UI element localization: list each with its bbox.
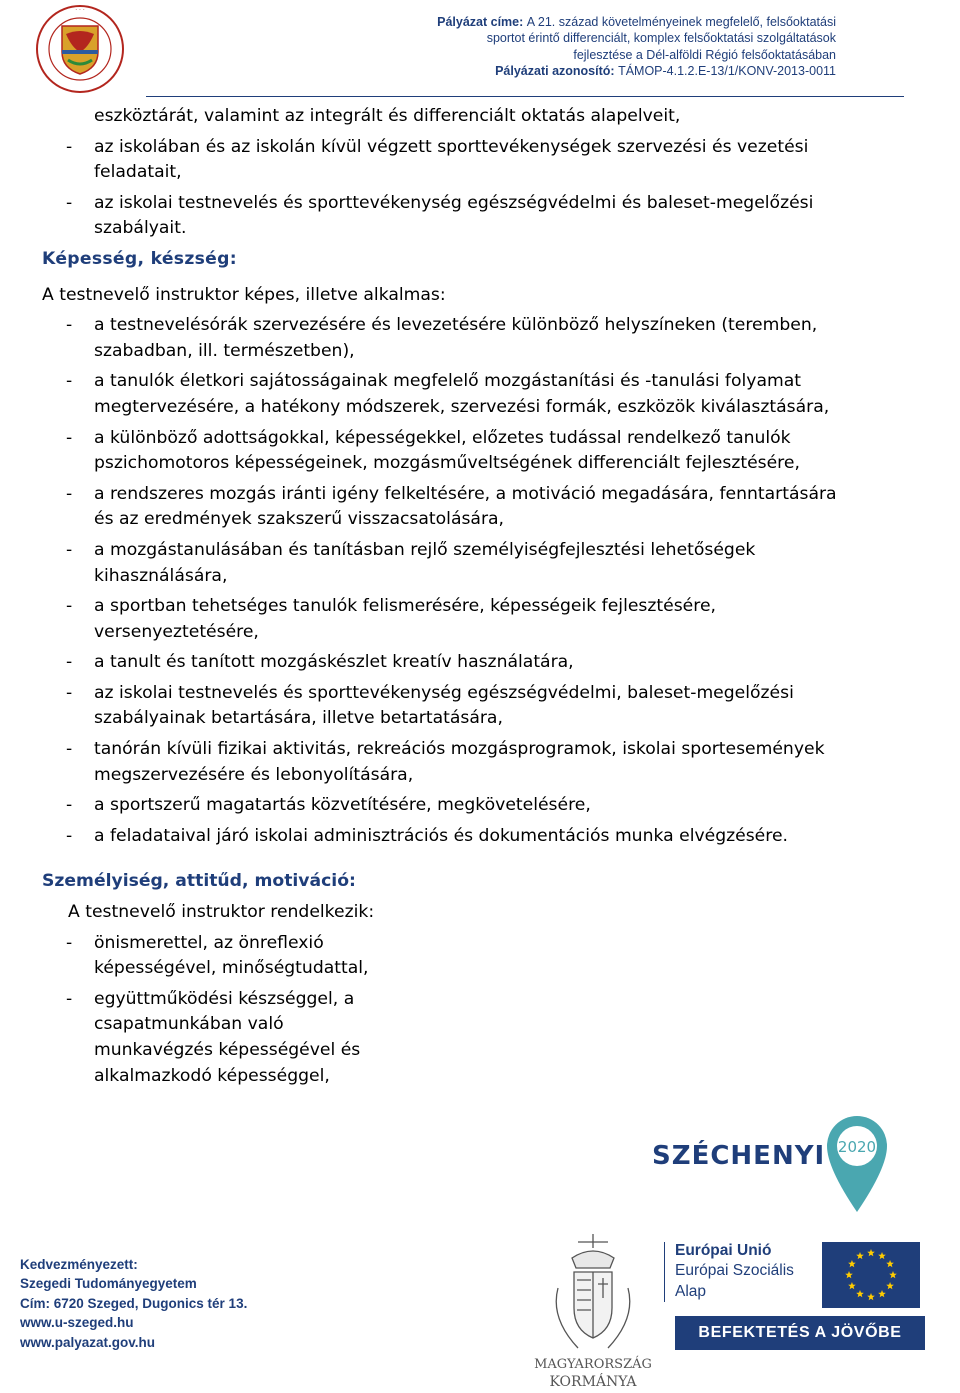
beneficiary-label: Kedvezményezett: — [20, 1257, 138, 1272]
list-item: - az iskolai testnevelés és sporttevékenység egészségvédelmi, baleset-megelőzési szabályainak betartására, illetve betartatására, — [66, 682, 794, 729]
eu-line-3: Alap — [675, 1282, 707, 1300]
list-item: - együttműködési készséggel, a csapatmunkában való munkavégzés képességével és alkalmazkodó képességgel, — [42, 987, 842, 1089]
list-item-text: az iskolában és az iskolán kívül végzett sporttevékenységek szervezési és vezetési feladatait, — [94, 136, 809, 183]
project-title-line-2: sportot érintő differenciált, komplex felsőoktatási szolgáltatások — [486, 31, 836, 46]
list-item-text: a sportszerű magatartás közvetítésére, megkövetelésére, — [94, 795, 591, 816]
list-item-text: a feladataival járó iskolai adminisztrációs és dokumentációs munka elvégzésére. — [94, 825, 788, 846]
list-item: - a sportban tehetséges tanulók felismerésére, képességeik fejlesztésére, versenyeztetésére, — [66, 596, 716, 642]
project-id-line — [276, 63, 836, 79]
university-link[interactable]: www.u-szeged.hu — [20, 1315, 134, 1331]
list-item-text: a sportban tehetséges tanulók felismerésére, képességeik fejlesztésére, versenyeztetésére, — [94, 596, 716, 642]
svg-text:· · ·: · · · — [75, 7, 85, 14]
szechenyi-year: 2020 — [837, 1138, 877, 1156]
list-item-text: az iskolai testnevelés és sporttevékenység egészségvédelmi és baleset-megelőzési szabályait. — [94, 192, 814, 239]
szechenyi-word: SZÉCHENYI — [652, 1141, 826, 1171]
page-header — [0, 0, 960, 100]
list-item: - önismerettel, az önreflexió képességével, minőségtudattal, — [42, 931, 842, 982]
section-heading-skills: Képesség, készség: — [42, 248, 237, 269]
project-info — [276, 14, 836, 80]
palyazat-link[interactable]: www.palyazat.gov.hu — [20, 1334, 156, 1350]
project-title-label: Pályázat címe: — [437, 15, 524, 29]
list-item: - az iskolában és az iskolán kívül végzett sporttevékenységek szervezési és vezetési feladatait, — [66, 136, 809, 183]
document-body — [42, 104, 842, 1089]
beneficiary-address: Cím: 6720 Szeged, Dugonics tér 13. — [20, 1295, 248, 1311]
hungary-gov-line-2: KORMÁNYA — [549, 1374, 637, 1390]
eu-flag-icon — [822, 1242, 920, 1308]
list-item: - a rendszeres mozgás iránti igény felkeltésére, a motiváció megadására, fenntartására és az eredmények szakszerű visszacsatolására, — [66, 483, 837, 530]
hungary-government-logo — [528, 1228, 658, 1393]
eu-line-2: Európai Szociális — [675, 1262, 794, 1280]
hungary-gov-line-1: MAGYARORSZÁG — [534, 1357, 652, 1372]
list-item-text: az iskolai testnevelés és sporttevékenység egészségvédelmi, baleset-megelőzési szabályainak betartására, illetve betartatására, — [94, 682, 794, 729]
project-id-label: Pályázati azonosító: — [495, 64, 615, 79]
eu-slogan-bar: BEFEKTETÉS A JÖVŐBE — [675, 1316, 925, 1350]
list-item-text: a tanult és tanított mozgáskészlet kreatív használatára, — [94, 652, 574, 673]
list-item: - a sportszerű magatartás közvetítésére, megkövetelésére, — [66, 795, 591, 816]
project-title-line — [276, 14, 836, 30]
header-divider — [146, 96, 904, 97]
list-item-text: a különböző adottságokkal, képességekkel, előzetes tudással rendelkező tanulók pszichomotoros képességeinek, mozgásműveltségének differenciált fejlesztésére, — [94, 427, 800, 474]
list-item-continued — [42, 104, 842, 130]
list-item-text: a mozgástanulásában és tanításban rejlő személyiségfejlesztési lehetőségek kihasználására, — [94, 539, 756, 586]
list-item-text: tanórán kívüli fizikai aktivitás, rekreációs mozgásprogramok, iskolai sportesemények megszervezésére és lebonyolítására, — [94, 739, 825, 785]
list-item-text: eszköztárát, valamint az integrált és differenciált oktatás alapelveit, — [94, 106, 681, 126]
list-item-text: a tanulók életkori sajátosságainak megfelelő mozgástanítási és -tanulási folyamat megtervezésére, a hatékony módszerek, szervezési formák, eszközök kiválasztására, — [94, 371, 830, 417]
section-intro-personality: A testnevelő instruktor rendelkezik: — [68, 902, 375, 923]
list-item: - a mozgástanulásában és tanításban rejlő személyiségfejlesztési lehetőségek kihasználására, — [66, 539, 756, 586]
eu-funding-logo — [660, 1236, 960, 1366]
list-item: - a tanult és tanított mozgáskészlet kreatív használatára, — [66, 652, 574, 673]
eu-divider — [664, 1242, 665, 1302]
list-item: - az iskolai testnevelés és sporttevékenység egészségvédelmi és baleset-megelőzési szabályait. — [66, 192, 814, 239]
university-seal-logo — [14, 4, 146, 94]
eu-text-block — [675, 1241, 794, 1302]
project-title-line-3: fejlesztése a Dél-alföldi Régió felsőoktatásában — [573, 47, 836, 62]
list-item: - a testnevelésórák szervezésére és levezetésére különböző helyszíneken (teremben, szabadban, ill. természetben), — [66, 315, 818, 361]
list-item: - a különböző adottságokkal, képességekkel, előzetes tudással rendelkező tanulók pszichomotoros képességeinek, mozgásműveltségének differenciált fejlesztésére, — [66, 427, 800, 474]
project-id-value: TÁMOP-4.1.2.E-13/1/KONV-2013-0011 — [618, 64, 836, 79]
list-item-text: a rendszeres mozgás iránti igény felkeltésére, a motiváció megadására, fenntartására és az eredmények szakszerű visszacsatolására, — [94, 483, 837, 530]
section-heading-personality: Személyiség, attitűd, motiváció: — [42, 871, 356, 892]
section-intro-skills: A testnevelő instruktor képes, illetve alkalmas: — [42, 284, 446, 305]
list-item-text: önismerettel, az önreflexió képességével, minőségtudattal, — [94, 932, 369, 979]
list-item-text: a testnevelésórák szervezésére és levezetésére különböző helyszíneken (teremben, szabadban, ill. természetben), — [94, 315, 818, 361]
list-item: - a tanulók életkori sajátosságainak megfelelő mozgástanítási és -tanulási folyamat megtervezésére, a hatékony módszerek, szervezési formák, eszközök kiválasztására, — [66, 371, 830, 417]
szechenyi-2020-logo — [652, 1112, 892, 1222]
footer-contact — [20, 1255, 247, 1352]
list-item: - tanórán kívüli fizikai aktivitás, rekreációs mozgásprogramok, iskolai sportesemények megszervezésére és lebonyolítására, — [66, 739, 825, 785]
list-item: - a feladataival járó iskolai adminisztrációs és dokumentációs munka elvégzésére. — [66, 825, 788, 846]
eu-line-1: Európai Unió — [675, 1242, 772, 1259]
project-title-value: A 21. század követelményeinek megfelelő, felsőoktatási — [526, 15, 836, 29]
beneficiary-name: Szegedi Tudományegyetem — [20, 1276, 197, 1292]
list-item-text: együttműködési készséggel, a csapatmunkában való munkavégzés képességével és alkalmazkodó képességgel, — [94, 988, 361, 1086]
